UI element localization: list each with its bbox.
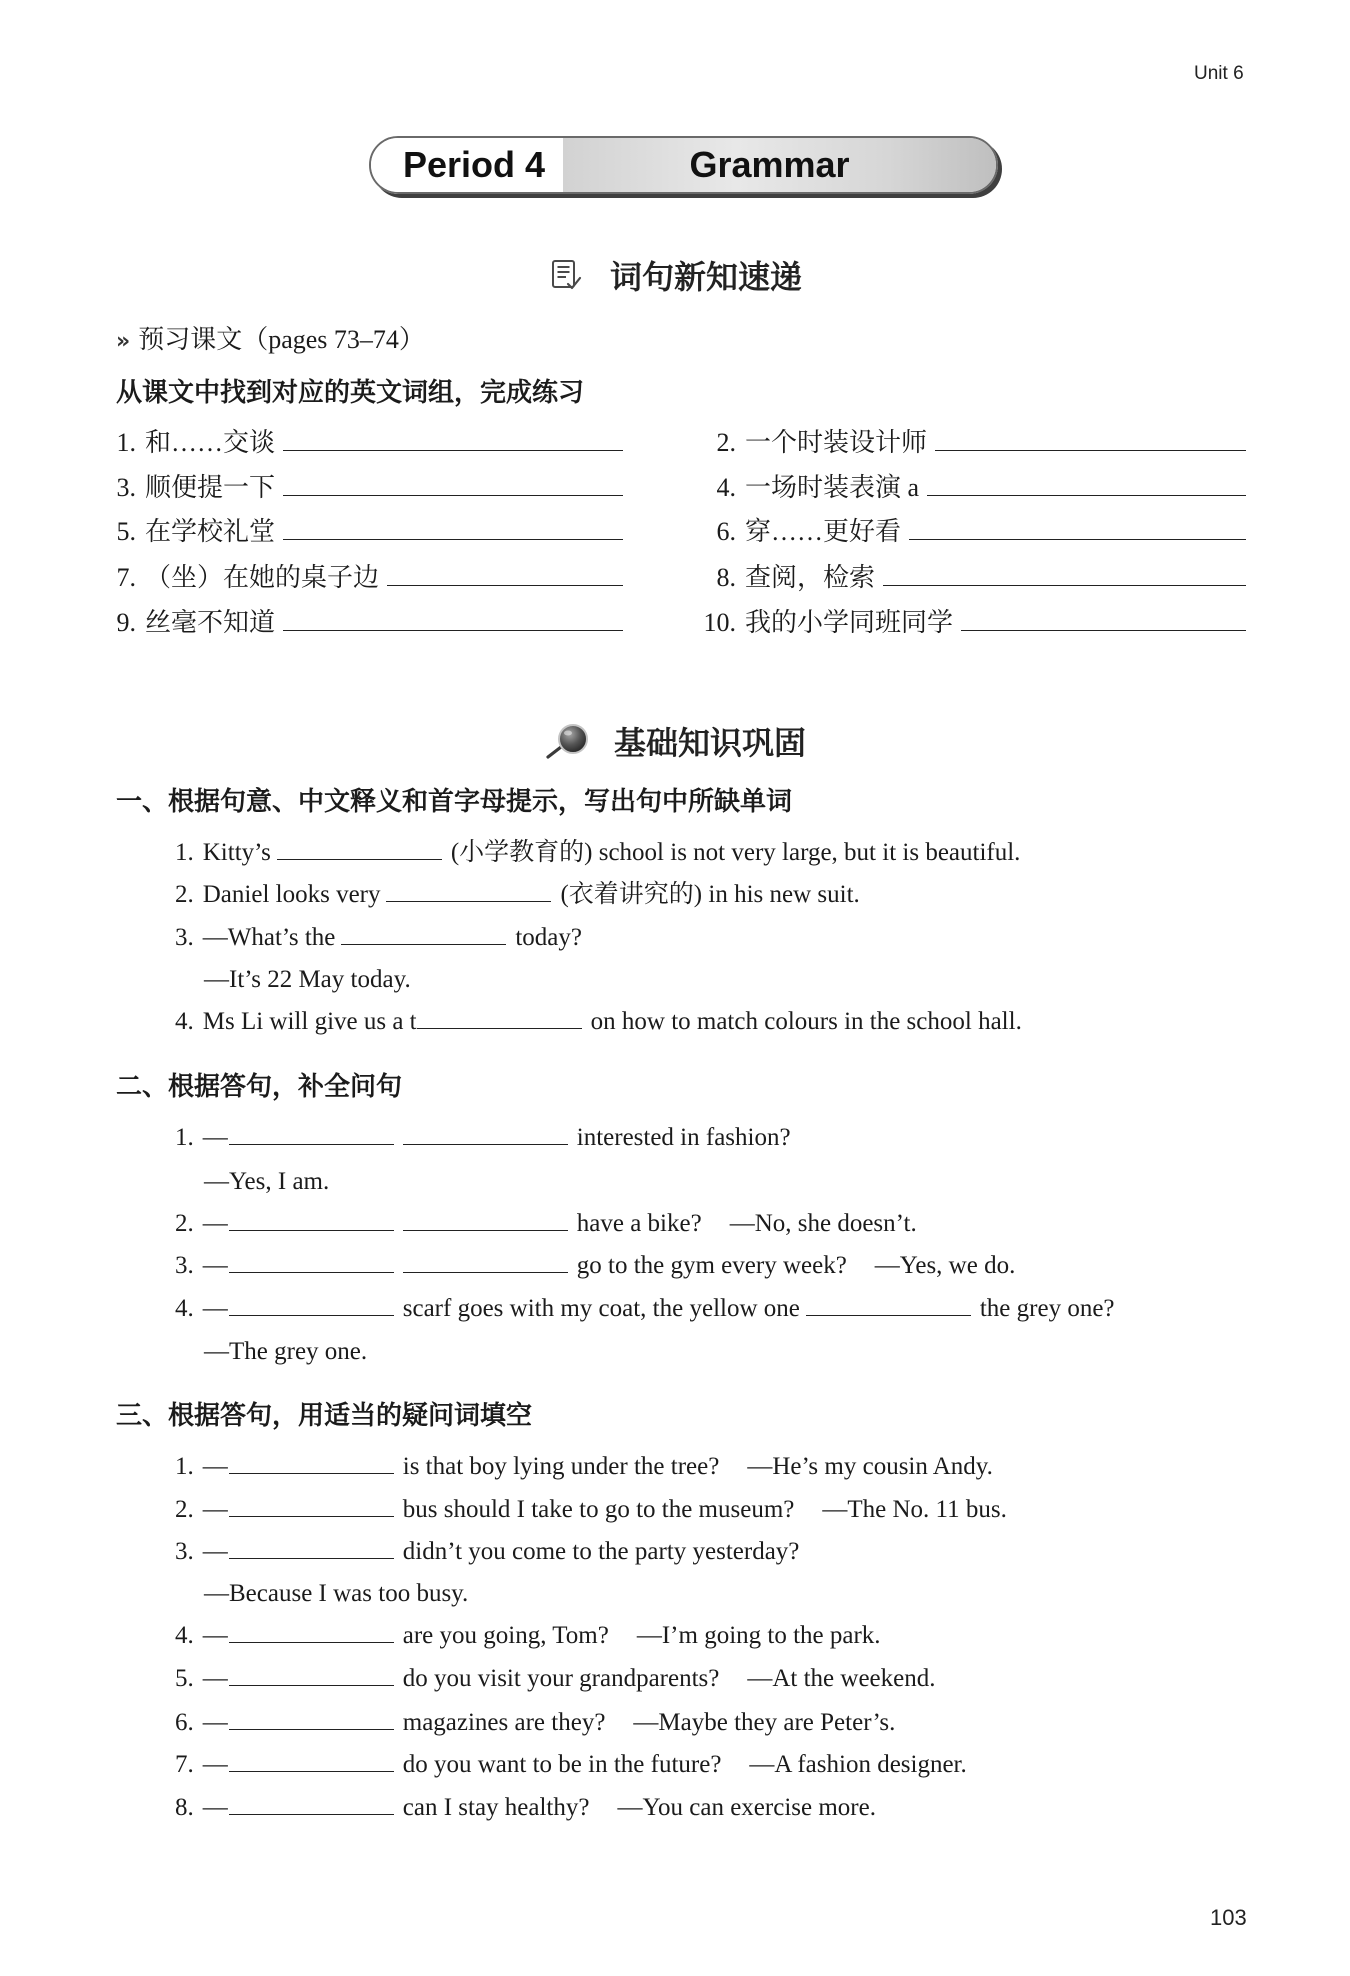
exercise-item — [175, 1707, 895, 1739]
item-prompt: 查阅，检索 — [745, 563, 876, 592]
list-item — [110, 472, 623, 504]
item-dash: — — [202, 1295, 228, 1322]
answer-line — [204, 1166, 329, 1198]
item-text: Daniel looks very — [202, 881, 381, 908]
answer-blank — [229, 1729, 394, 1730]
answer-blank — [229, 1473, 394, 1474]
answer-blank — [283, 495, 623, 496]
item-dash: — — [202, 1794, 228, 1821]
item-prompt: 在学校礼堂 — [145, 517, 276, 546]
section-heading-text: 基础知识巩固 — [614, 724, 807, 762]
answer-blank — [935, 450, 1246, 451]
answer-blank — [229, 1814, 394, 1815]
item-answer: —A fashion designer. — [749, 1751, 967, 1778]
item-dash: — — [202, 1453, 228, 1480]
item-prompt: 穿……更好看 — [745, 517, 902, 546]
list-item — [694, 516, 1246, 548]
item-prompt: 我的小学同班同学 — [745, 608, 954, 637]
item-number: 5. — [175, 1665, 194, 1692]
item-prompt: （坐）在她的桌子边 — [145, 563, 380, 592]
list-item — [694, 427, 1246, 459]
answer-blank — [806, 1315, 971, 1316]
exercise-item — [175, 837, 1020, 869]
item-number: 4. — [175, 1008, 194, 1035]
item-number: 3. — [175, 1538, 194, 1565]
item-dash: — — [202, 1751, 228, 1778]
item-number: 4. — [175, 1295, 194, 1322]
preview-subheading — [116, 324, 425, 356]
exercise-item — [175, 1250, 1015, 1282]
topic-label: Grammar — [563, 138, 996, 192]
answer-blank — [403, 1272, 568, 1273]
item-answer: —The No. 11 bus. — [822, 1496, 1007, 1523]
item-number: 7. — [116, 563, 136, 592]
item-number: 4. — [716, 473, 736, 502]
answer-blank — [341, 944, 506, 945]
item-number: 8. — [175, 1794, 194, 1821]
item-dash: — — [202, 1665, 228, 1692]
item-number: 6. — [175, 1709, 194, 1736]
exercise-item — [175, 922, 582, 954]
item-prompt: 和……交谈 — [145, 428, 276, 457]
item-dash: — — [202, 1496, 228, 1523]
item-number: 3. — [116, 473, 136, 502]
list-item — [110, 427, 623, 459]
answer-blank — [417, 1028, 582, 1029]
item-prompt: 顺便提一下 — [145, 473, 276, 502]
part2-title: 二、根据答句，补全问句 — [116, 1072, 403, 1102]
item-answer: —Because I was too busy. — [204, 1580, 469, 1607]
answer-blank — [229, 1315, 394, 1316]
double-chevron-icon: » — [116, 329, 131, 354]
list-item — [110, 562, 623, 594]
item-text: interested in fashion? — [576, 1124, 791, 1151]
item-answer: —At the weekend. — [747, 1665, 936, 1692]
item-prompt: 一场时装表演 a — [745, 473, 920, 502]
section-heading-text: 词句新知速递 — [610, 258, 803, 296]
answer-blank — [283, 630, 623, 631]
exercise-item — [175, 1494, 1007, 1526]
item-number: 4. — [175, 1622, 194, 1649]
exercise-item — [175, 1006, 1022, 1038]
item-dash: — — [202, 1124, 228, 1151]
item-dash: — — [202, 1252, 228, 1279]
exercise-item — [175, 1749, 967, 1781]
answer-blank — [229, 1272, 394, 1273]
item-dash: — — [202, 1709, 228, 1736]
item-text: Ms Li will give us a t — [202, 1008, 417, 1035]
item-answer: —I’m going to the park. — [636, 1622, 881, 1649]
list-item — [694, 607, 1246, 639]
item-number: 1. — [116, 428, 136, 457]
answer-blank — [403, 1144, 568, 1145]
answer-line — [204, 1336, 367, 1368]
exercise-item — [175, 1536, 799, 1568]
exercise-item — [175, 1792, 876, 1824]
item-prompt: 一个时装设计师 — [745, 428, 928, 457]
item-answer: —Maybe they are Peter’s. — [633, 1709, 896, 1736]
answer-blank — [229, 1230, 394, 1231]
item-text: Kitty’s — [202, 839, 271, 866]
exercise-item — [175, 1451, 993, 1483]
item-number: 7. — [175, 1751, 194, 1778]
answer-blank — [229, 1144, 394, 1145]
answer-blank — [229, 1516, 394, 1517]
item-text: didn’t you come to the party yesterday? — [402, 1538, 800, 1565]
answer-blank — [229, 1642, 394, 1643]
notes-icon — [548, 257, 584, 293]
answer-blank — [927, 495, 1246, 496]
section-heading-basics — [544, 721, 806, 761]
item-number: 2. — [175, 1210, 194, 1237]
item-number: 6. — [716, 517, 736, 546]
answer-blank — [386, 901, 551, 902]
answer-line — [204, 1578, 468, 1610]
item-text: go to the gym every week? — [576, 1252, 847, 1279]
answer-blank — [283, 450, 623, 451]
answer-blank — [909, 539, 1246, 540]
item-prompt: 丝毫不知道 — [145, 608, 276, 637]
item-number: 1. — [175, 1124, 194, 1151]
exercise-item — [175, 1122, 791, 1154]
item-number: 3. — [175, 1252, 194, 1279]
preview-subheading-text: 预习课文（pages 73–74） — [138, 325, 425, 354]
item-number: 2. — [175, 1496, 194, 1523]
part3-title: 三、根据答句，用适当的疑问词填空 — [116, 1401, 533, 1431]
magnifier-icon — [544, 721, 592, 761]
item-dash: — — [202, 1622, 228, 1649]
item-text: (小学教育的) school is not very large, but it is beautiful. — [450, 839, 1021, 866]
item-text: are you going, Tom? — [402, 1622, 609, 1649]
part1-title: 一、根据句意、中文释义和首字母提示，写出句中所缺单词 — [116, 787, 793, 817]
period-label: Period 4 — [371, 138, 563, 192]
exercise-item — [175, 879, 860, 911]
answer-line — [204, 964, 411, 996]
answer-blank — [229, 1558, 394, 1559]
page-number: 103 — [1210, 1905, 1247, 1930]
answer-blank — [283, 539, 623, 540]
item-answer: —He’s my cousin Andy. — [747, 1453, 993, 1480]
item-text: today? — [515, 924, 582, 951]
item-number: 5. — [116, 517, 136, 546]
item-answer: —Yes, we do. — [874, 1252, 1016, 1279]
item-answer: —Yes, I am. — [204, 1168, 330, 1195]
item-number: 3. — [175, 924, 194, 951]
item-text: bus should I take to go to the museum? — [402, 1496, 795, 1523]
exercise-item — [175, 1208, 917, 1240]
item-text: —What’s the — [202, 924, 336, 951]
item-number: 2. — [175, 881, 194, 908]
answer-blank — [883, 585, 1246, 586]
item-answer: —No, she doesn’t. — [729, 1210, 917, 1237]
list-item — [694, 562, 1246, 594]
list-item — [110, 516, 623, 548]
answer-blank — [961, 630, 1246, 631]
item-text: have a bike? — [576, 1210, 702, 1237]
answer-blank — [229, 1771, 394, 1772]
item-dash: — — [202, 1210, 228, 1237]
exercise-item — [175, 1293, 1115, 1325]
exercise-item — [175, 1663, 936, 1695]
item-text: (衣着讲究的) in his new suit. — [560, 881, 860, 908]
list-item — [110, 607, 623, 639]
item-text: do you visit your grandparents? — [402, 1665, 720, 1692]
exercise-item — [175, 1620, 881, 1652]
item-number: 1. — [175, 1453, 194, 1480]
item-answer: —The grey one. — [204, 1338, 368, 1365]
answer-blank — [403, 1230, 568, 1231]
item-number: 2. — [716, 428, 736, 457]
item-text: on how to match colours in the school hall. — [590, 1008, 1022, 1035]
item-text: do you want to be in the future? — [402, 1751, 722, 1778]
item-number: 9. — [116, 608, 136, 637]
preview-instruction: 从课文中找到对应的英文词组，完成练习 — [116, 378, 585, 408]
item-text: magazines are they? — [402, 1709, 606, 1736]
section-heading-preview — [548, 255, 802, 295]
title-banner — [369, 136, 998, 194]
list-item — [694, 472, 1246, 504]
item-number: 10. — [703, 608, 736, 637]
item-text: the grey one? — [979, 1295, 1115, 1322]
item-number: 8. — [716, 563, 736, 592]
item-answer: —You can exercise more. — [617, 1794, 876, 1821]
answer-blank — [277, 859, 442, 860]
item-number: 1. — [175, 839, 194, 866]
item-answer: —It’s 22 May today. — [204, 966, 411, 993]
item-text: is that boy lying under the tree? — [402, 1453, 720, 1480]
item-text: can I stay healthy? — [402, 1794, 590, 1821]
answer-blank — [387, 585, 623, 586]
item-dash: — — [202, 1538, 228, 1565]
answer-blank — [229, 1685, 394, 1686]
unit-label: Unit 6 — [1194, 63, 1244, 84]
item-text: scarf goes with my coat, the yellow one — [402, 1295, 800, 1322]
